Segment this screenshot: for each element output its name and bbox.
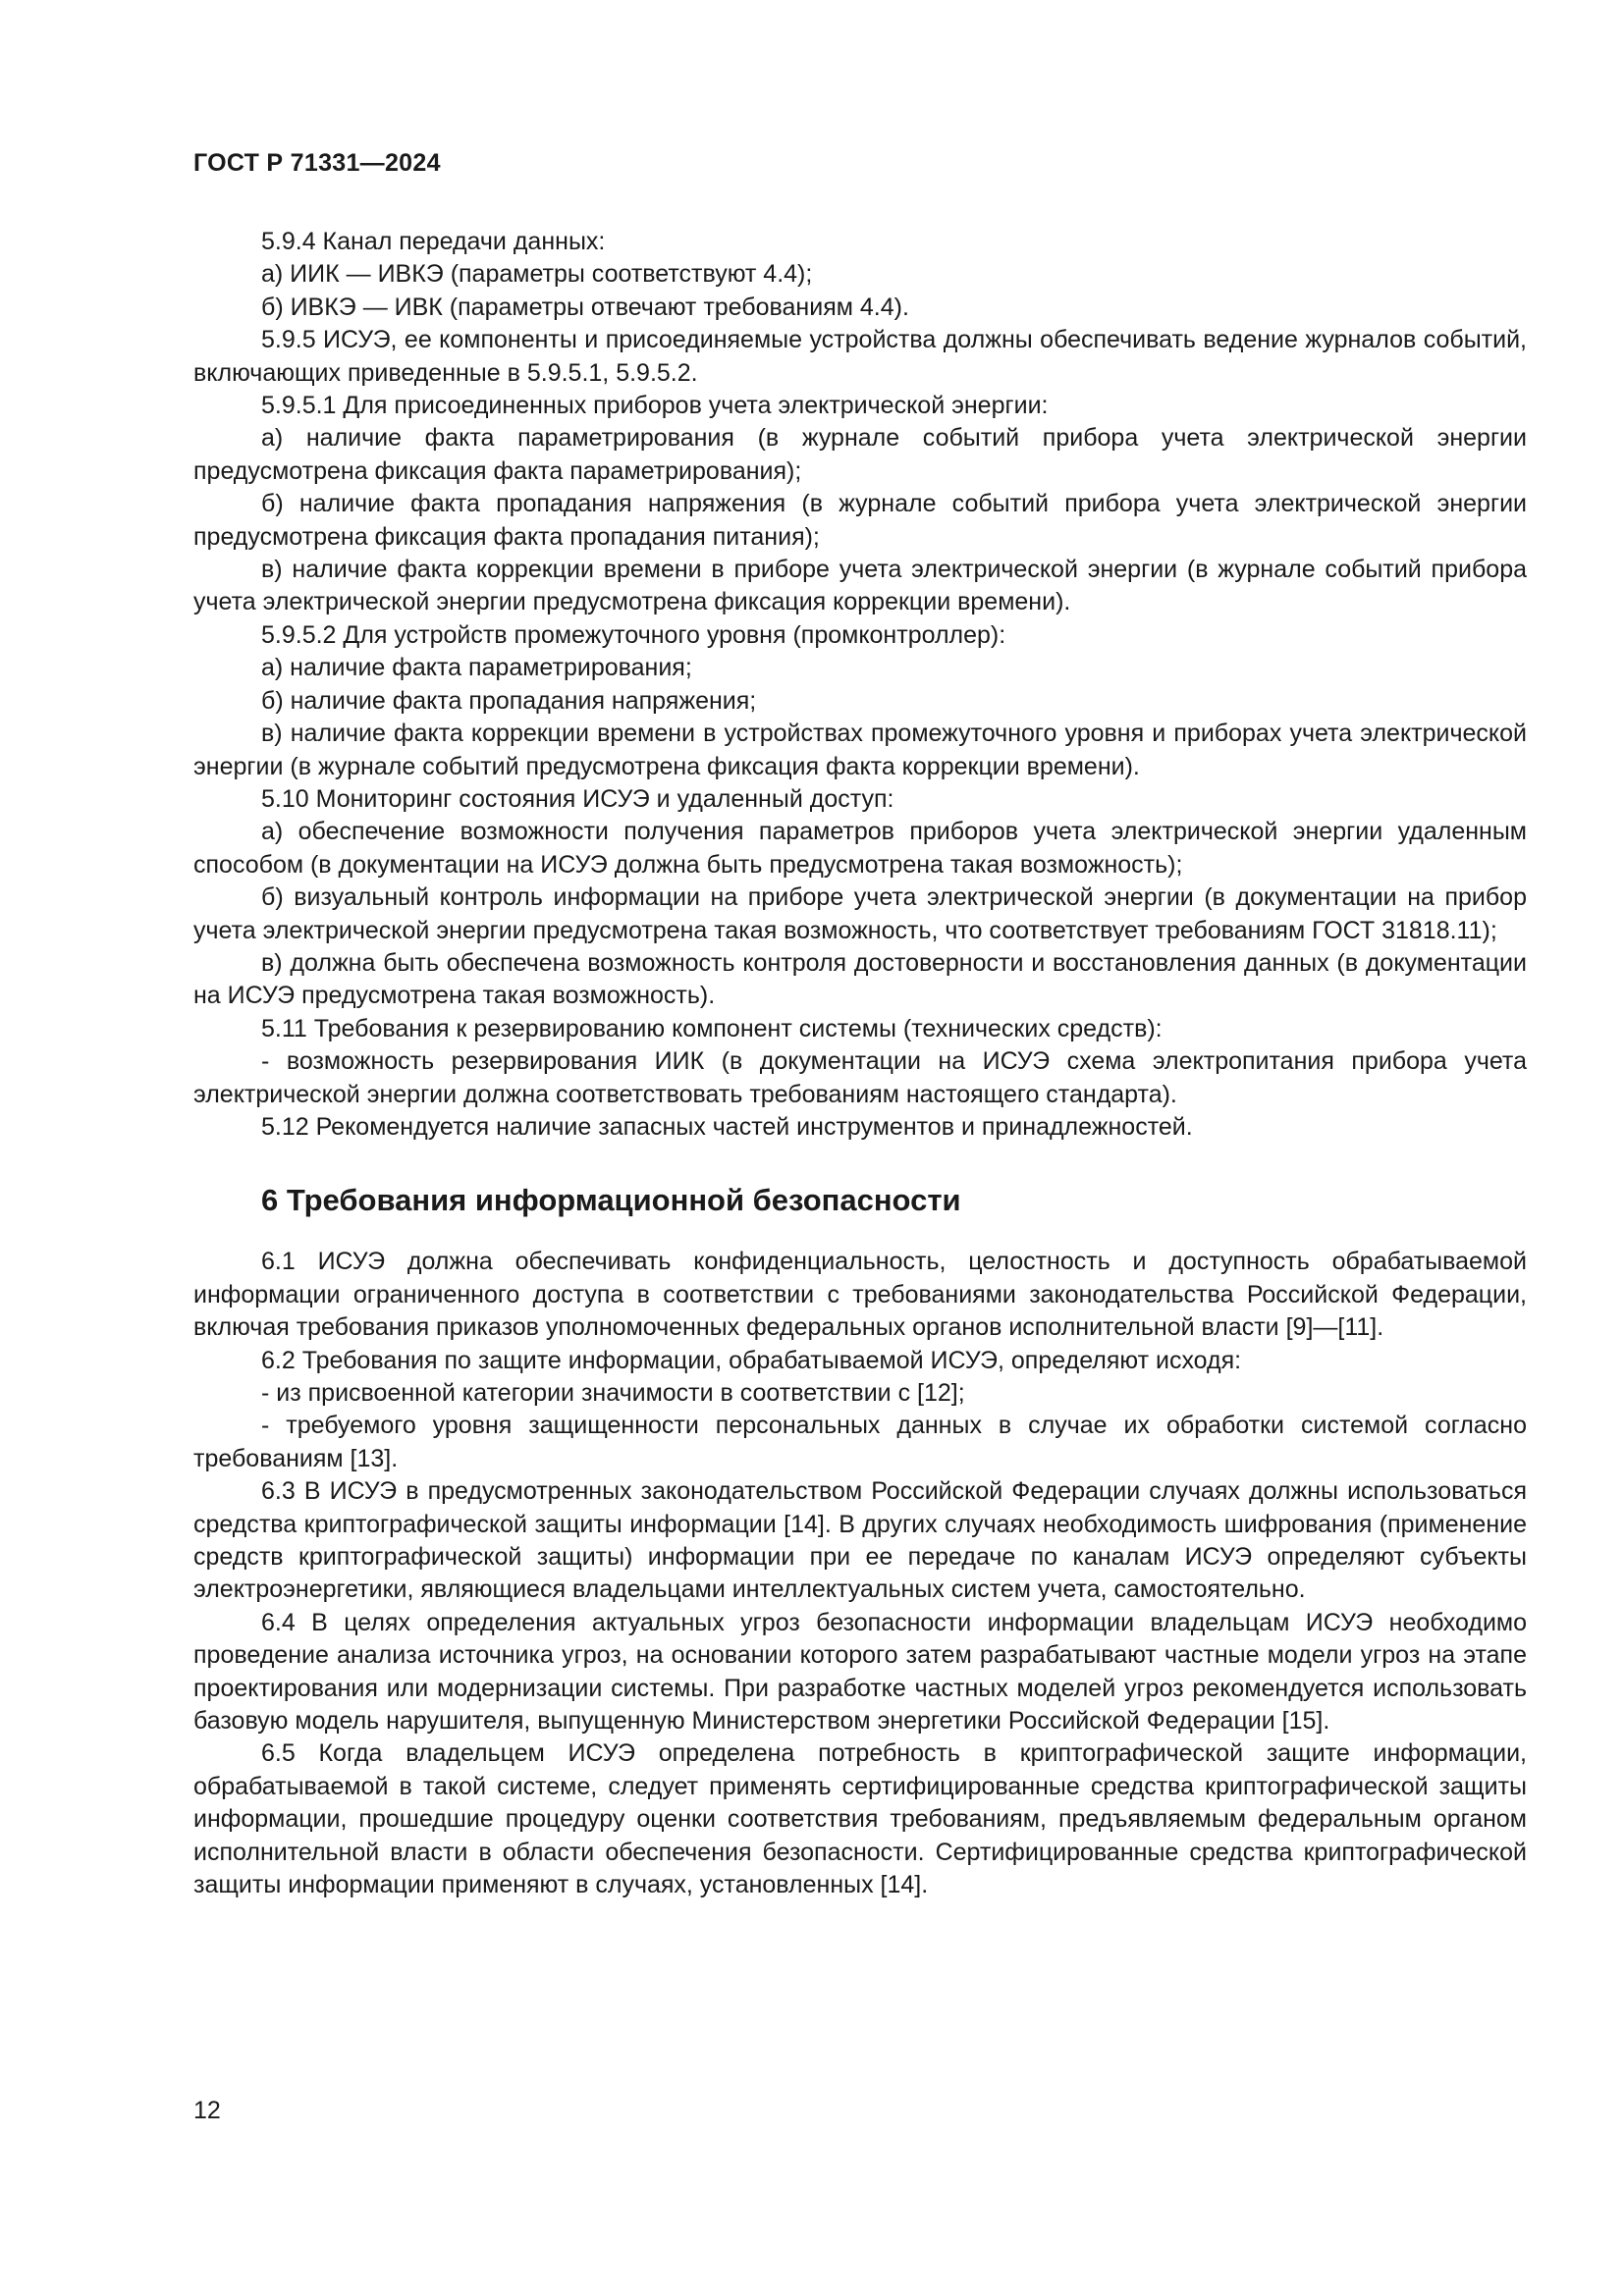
paragraph: 6.2 Требования по защите информации, обрабатываемой ИСУЭ, определяют исходя: (261, 1346, 1242, 1374)
paragraph: б) наличие факта пропадания напряжения; (261, 686, 757, 715)
paragraph: 5.9.5.2 Для устройств промежуточного уровня (промконтроллер): (261, 620, 1006, 649)
paragraph: - требуемого уровня защищенности персональных данных в случае их обработки системой согласно требованиям [13]. (193, 1412, 1527, 1472)
paragraph: 6.5 Когда владельцем ИСУЭ определена потребность в криптографической защите информации, обрабатываемой в такой системе, следует применять сертифицированные средства криптографической защиты информации, прошедшие процедуру оценки соответствия требованиям, предъявляемым федеральным органом исполнительной власти в области обеспечения безопасности. Сертифицированные средства криптографической защиты информации применяют в случаях, установленных [14]. (193, 1739, 1527, 1899)
page-number: 12 (193, 2097, 221, 2124)
paragraph: а) наличие факта параметрирования; (261, 654, 692, 682)
paragraph: в) наличие факта коррекции времени в приборе учета электрической энергии (в журнале событий прибора учета электрической энергии предусмотрена фиксация коррекции времени). (193, 556, 1527, 616)
paragraph: а) наличие факта параметрирования (в журнале событий прибора учета электрической энергии предусмотрена фиксация факта параметрирования); (193, 424, 1527, 485)
paragraph: б) ИВКЭ — ИВК (параметры отвечают требованиям 4.4). (261, 293, 909, 321)
paragraph: а) обеспечение возможности получения параметров приборов учета электрической энергии удаленным способом (в документации на ИСУЭ должна быть предусмотрена такая возможность); (193, 818, 1527, 879)
paragraph: в) должна быть обеспечена возможность контроля достоверности и восстановления данных (в документации на ИСУЭ предусмотрена такая возможность). (193, 948, 1527, 1010)
section-heading: 6 Требования информационной безопасности (261, 1183, 961, 1218)
paragraph: 5.9.5.1 Для присоединенных приборов учета электрической энергии: (261, 392, 1049, 420)
paragraph: 5.11 Требования к резервированию компонент системы (технических средств): (261, 1014, 1163, 1042)
paragraph: - из присвоенной категории значимости в соответствии с [12]; (261, 1379, 965, 1407)
paragraph: 5.9.4 Канал передачи данных: (261, 228, 606, 255)
paragraph: 6.4 В целях определения актуальных угроз безопасности информации владельцам ИСУЭ необходимо проведение анализа источника угроз, на основании которого затем разрабатывают частные модели угроз на этапе проектирования или модернизации системы. При разработке частных моделей угроз рекомендуется использовать базовую модель нарушителя, выпущенную Министерством энергетики Российской Федерации [15]. (193, 1608, 1527, 1735)
paragraph: а) ИИК — ИВКЭ (параметры соответствуют 4.4); (261, 260, 813, 289)
document-code-header: ГОСТ Р 71331—2024 (193, 149, 441, 177)
paragraph: в) наличие факта коррекции времени в устройствах промежуточного уровня и приборах учета электрической энергии (в журнале событий предусмотрена фиксация факта коррекции времени). (193, 720, 1527, 780)
paragraph: 5.12 Рекомендуется наличие запасных частей инструментов и принадлежностей. (261, 1112, 1193, 1141)
paragraph: 6.1 ИСУЭ должна обеспечивать конфиденциальность, целостность и доступность обрабатываемой информации ограниченного доступа в соответствии с требованиями законодательства Российской Федерации, включая требования приказов уполномоченных федеральных органов исполнительной власти [9]—[11]. (193, 1248, 1527, 1342)
paragraph: 6.3 В ИСУЭ в предусмотренных законодательством Российской Федерации случаях должны использоваться средства криптографической защиты информации [14]. В других случаях необходимость шифрования (применение средств криптографической защиты) информации при ее передаче по каналам ИСУЭ определяют субъекты электроэнергетики, являющиеся владельцами интеллектуальных систем учета, самостоятельно. (193, 1477, 1527, 1604)
paragraph: - возможность резервирования ИИК (в документации на ИСУЭ схема электропитания прибора учета электрической энергии должна соответствовать требованиям настоящего стандарта). (193, 1047, 1527, 1108)
paragraph: 5.9.5 ИСУЭ, ее компоненты и присоединяемые устройства должны обеспечивать ведение журналов событий, включающих приведенные в 5.9.5.1, 5.9.5.2. (193, 326, 1527, 387)
paragraph: б) наличие факта пропадания напряжения (в журнале событий прибора учета электрической энергии предусмотрена фиксация факта пропадания питания); (193, 490, 1527, 551)
paragraph: 5.10 Мониторинг состояния ИСУЭ и удаленный доступ: (261, 784, 894, 813)
paragraph: б) визуальный контроль информации на приборе учета электрической энергии (в документации на прибор учета электрической энергии предусмотрена такая возможность, что соответствует требованиям ГОСТ 31818.11); (193, 883, 1527, 944)
document-body (193, 226, 1527, 1902)
